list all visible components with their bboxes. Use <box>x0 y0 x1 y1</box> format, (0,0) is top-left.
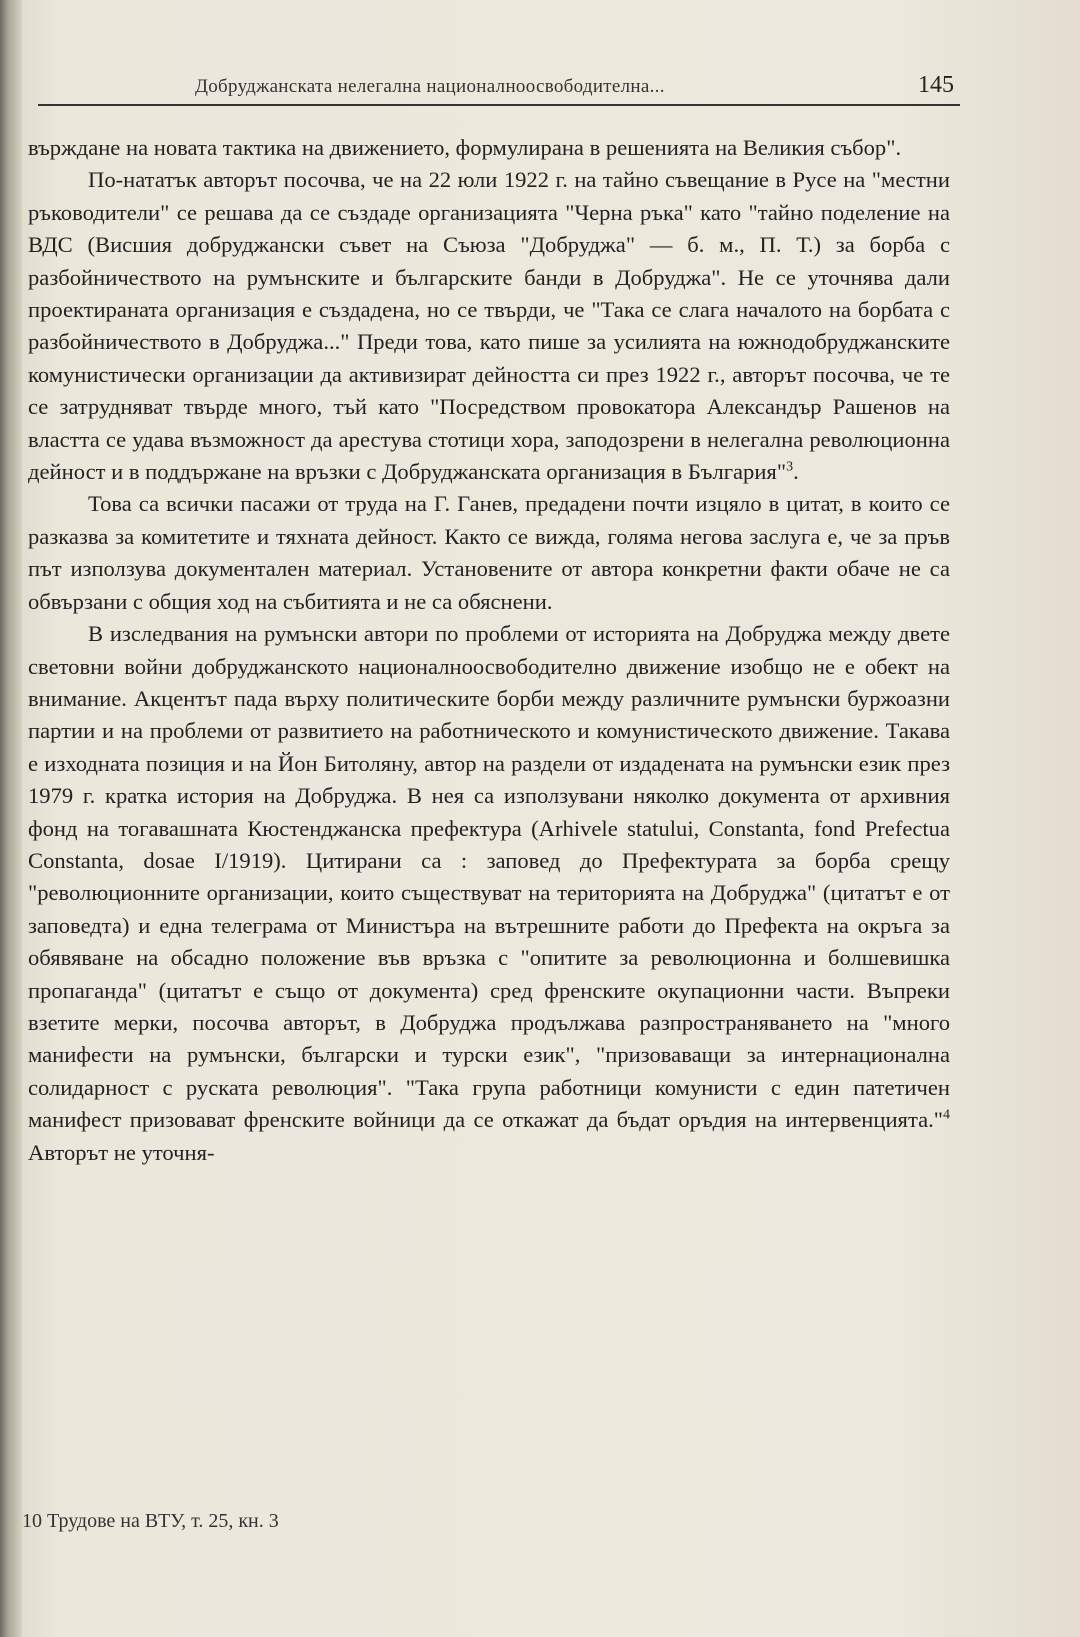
body-text <box>28 132 950 1169</box>
paragraph-2-after: . <box>793 459 799 485</box>
paragraph-1-text: вържданe на новата тактика на движението, формулирана в решенията на Великия събор". <box>28 135 902 160</box>
binding-shadow <box>0 0 22 1637</box>
header-rule <box>38 104 960 106</box>
footnote-ref-4: 4 <box>943 1107 950 1123</box>
page-number: 145 <box>918 72 954 98</box>
paragraph-1 <box>28 132 950 164</box>
paragraph-2 <box>28 164 950 488</box>
paragraph-4-after: Авторът не уточня- <box>28 1139 215 1165</box>
running-head <box>40 64 960 104</box>
paragraph-2-text: По-нататък авторът посочва, че на 22 юли 1922 г. на тайно съвещание в Русе на "местни ръководители" се решава да се създаде организацията "Черна ръка" като "тайно поделение на ВДС (Висшия добруджански съвет на Съюза "Добруджа" — б. м., П. Т.) за борба с разбойничеството на румънските и българските банди в Добруджа". Не се уточнява дали проектираната организация е създадена, но се твърди, че "Така се слага началото на борбата с разбойничеството в Добруджа..." Преди това, като пише за усилията на южнодобруджанските комунистически организации да активизират дейността си през 1922 г., авторът посочва, че те се затрудняват твърде много, тъй като "Посредством провокатора Александър Рашенов на властта се удава възможност да арестува стотици хора, заподозрени в нелегална революционна дейност и в поддържане на връзки с Добруджанската организация в България" <box>28 167 950 485</box>
paragraph-4 <box>28 618 950 1169</box>
paragraph-4-text: В изследвания на румънски автори по проблеми от историята на Добруджа между двете световни войни добруджанското националноосвободително движение изобщо не е обект на внимание. Акцентът пада върху политическите борби между различните румънски буржоазни партии и на проблеми от развитието на работническото и комунистическото движение. Такава е изходната позиция и на Йон Битоляну, автор на раздели от издадената на румънски език през 1979 г. кратка история на Добруджа. В нея са използувани няколко документа от архивния фонд на тогавашната Кюстенджанска префектура (Arhivele statului, Constanta, fond Prefectua Constanta, dosae I/1919). Цитирани са : заповед до Префектурата за борба срещу "революционните организации, които съществуват на територията на Добруджа" (цитатът е от заповедта) и една телеграма от Министъра на вътрешните работи до Префекта на окръга за обявяване на обсадно положение във връзка с "опитите за революционна и болшевишка пропаганда" (цитатът е също от документа) сред френските окупационни части. Въпреки взетите мерки, посочва авторът, в Добруджа продължава разпространяването на "много манифести на румънски, български и турски език", "призоваващи за интернационална солидарност с руската революция". "Така група работници комунисти с един патетичен манифест призовават френските войници да се откажат да бъдат оръдия на интервенцията." <box>28 621 950 1133</box>
running-title: Добруджанската нелегална националноосвободителна... <box>195 76 665 97</box>
signature-mark: 10 Трудове на ВТУ, т. 25, кн. 3 <box>22 1510 279 1532</box>
footnote-ref-3: 3 <box>786 459 794 475</box>
paragraph-3-text: Това са всички пасажи от труда на Г. Ганев, предадени почти изцяло в цитат, в които се разказва за комитетите и тяхната дейност. Както се вижда, голяма негова заслуга е, че за пръв път използува документален материал. Установените от автора конкретни факти обаче не са обвързани с общия ход на събитията и не са обяснени. <box>28 491 950 614</box>
paragraph-3 <box>28 488 950 618</box>
